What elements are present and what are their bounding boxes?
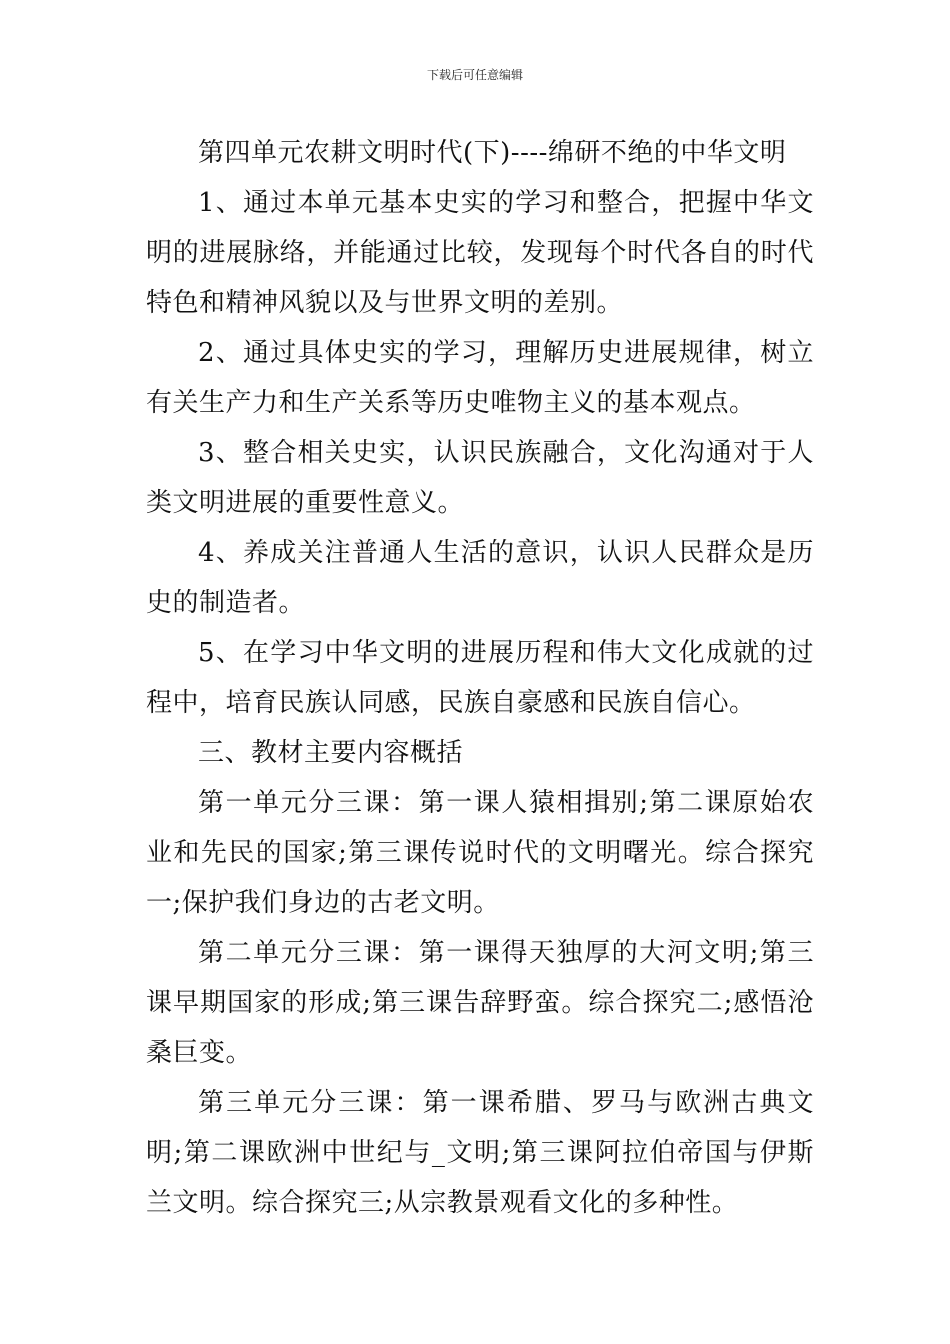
objective-2: 2、通过具体史实的学习，理解历史进展规律，树立有关生产力和生产关系等历史唯物主义的基本观点。 <box>146 338 814 418</box>
section-heading: 三、教材主要内容概括 <box>198 738 464 768</box>
unit-title: 第四单元农耕文明时代(下)----绵研不绝的中华文明 <box>198 138 787 168</box>
unit-2-summary: 第二单元分三课：第一课得天独厚的大河文明;第三课早期国家的形成;第三课告辞野蛮。综合探究二;感悟沧桑巨变。 <box>146 938 814 1068</box>
objective-1: 1、通过本单元基本史实的学习和整合，把握中华文明的进展脉络，并能通过比较，发现每个时代各自的时代特色和精神风貌以及与世界文明的差别。 <box>146 188 814 318</box>
objective-4: 4、养成关注普通人生活的意识，认识人民群众是历史的制造者。 <box>146 538 814 618</box>
objective-5: 5、在学习中华文明的进展历程和伟大文化成就的过程中，培育民族认同感，民族自豪感和民族自信心。 <box>146 638 814 718</box>
unit-3-summary: 第三单元分三课：第一课希腊、罗马与欧洲古典文明;第二课欧洲中世纪与_文明;第三课阿拉伯帝国与伊斯兰文明。综合探究三;从宗教景观看文化的多种性。 <box>146 1088 814 1218</box>
unit-1-summary: 第一单元分三课：第一课人猿相揖别;第二课原始农业和先民的国家;第三课传说时代的文明曙光。综合探究一;保护我们身边的古老文明。 <box>146 788 814 918</box>
document-body <box>146 128 814 1228</box>
objective-3: 3、整合相关史实，认识民族融合，文化沟通对于人类文明进展的重要性意义。 <box>146 438 814 518</box>
header-note: 下载后可任意编辑 <box>426 68 523 82</box>
